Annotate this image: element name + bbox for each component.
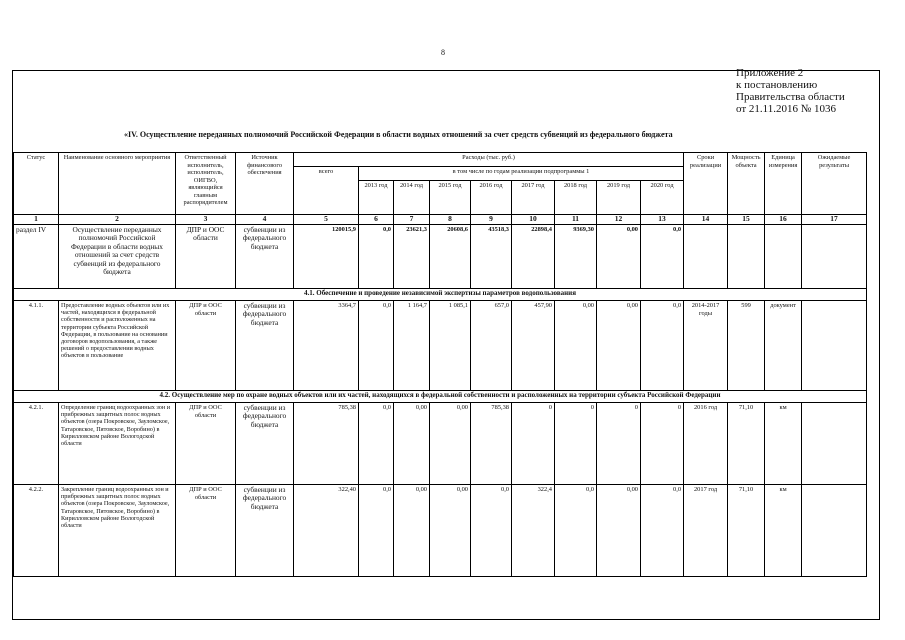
column-number: 15 xyxy=(728,215,765,225)
row-terms: 2016 год xyxy=(684,403,728,485)
row-value: 43518,3 xyxy=(471,225,512,289)
row-unit: документ xyxy=(765,301,802,391)
column-number: 12 xyxy=(597,215,641,225)
row-source: субвенции из федерального бюджета xyxy=(236,225,294,289)
row-value: 0 xyxy=(641,403,684,485)
header-year: 2020 год xyxy=(641,181,684,215)
row-value: 0,0 xyxy=(359,301,394,391)
table-row-4-1-1 xyxy=(14,301,867,391)
header-by-years: в том числе по годам реализации подпрограммы 1 xyxy=(359,167,684,181)
appendix-line-2: к постановлению xyxy=(736,79,818,91)
row-unit: км xyxy=(765,485,802,577)
header-source: Источник финансового обеспечения xyxy=(236,153,294,215)
row-executor: ДПР и ООС области xyxy=(176,403,236,485)
header-total: всего xyxy=(294,167,359,215)
row-value: 0 xyxy=(597,403,641,485)
row-value: 0,00 xyxy=(430,403,471,485)
row-value: 0,0 xyxy=(641,301,684,391)
appendix-line-3: Правительства области xyxy=(736,91,845,103)
column-number: 3 xyxy=(176,215,236,225)
row-total: 785,38 xyxy=(294,403,359,485)
row-capacity: 71,10 xyxy=(728,485,765,577)
row-executor: ДПР и ООС области xyxy=(176,485,236,577)
column-number: 17 xyxy=(802,215,867,225)
row-terms: 2014-2017 годы xyxy=(684,301,728,391)
column-number: 8 xyxy=(430,215,471,225)
row-total: 120015,9 xyxy=(294,225,359,289)
row-value: 0,0 xyxy=(471,485,512,577)
row-value: 0,00 xyxy=(597,485,641,577)
row-source: субвенции из федерального бюджета xyxy=(236,403,294,485)
appendix-line-4: от 21.11.2016 № 1036 xyxy=(736,103,836,115)
row-terms: 2017 год xyxy=(684,485,728,577)
column-number: 7 xyxy=(394,215,430,225)
header-expenses: Расходы (тыс. руб.) xyxy=(294,153,684,167)
header-year: 2018 год xyxy=(555,181,597,215)
row-value: 20608,6 xyxy=(430,225,471,289)
row-name: Предоставление водных объектов или их частей, находящихся в федеральной собственности и расположенных на территории субъекта Российской Федерации, в пользование на основании договоров водопользования, а также решений о предоставлении водных объектов в пользование xyxy=(59,301,176,391)
row-value: 0,00 xyxy=(555,301,597,391)
header-capacity: Мощность объекта xyxy=(728,153,765,215)
row-source: субвенции из федерального бюджета xyxy=(236,485,294,577)
header-year: 2017 год xyxy=(512,181,555,215)
appendix-line-1: Приложение 2 xyxy=(736,67,804,79)
header-name: Наименование основного мероприятия xyxy=(59,153,176,215)
row-executor: ДПР и ООС области xyxy=(176,225,236,289)
subsection-4-2-title: 4.2. Осуществление мер по охране водных объектов или их частей, находящихся в федеральной собственности и расположенных на территории субъекта Российской Федерации xyxy=(14,391,867,403)
column-number: 6 xyxy=(359,215,394,225)
row-total: 322,40 xyxy=(294,485,359,577)
row-status: 4.2.2. xyxy=(14,485,59,577)
table-row-section-iv xyxy=(14,225,867,289)
header-year: 2013 год xyxy=(359,181,394,215)
column-number: 9 xyxy=(471,215,512,225)
header-unit: Единица измерения xyxy=(765,153,802,215)
column-number: 10 xyxy=(512,215,555,225)
column-number: 1 xyxy=(14,215,59,225)
row-value: 0,00 xyxy=(597,225,641,289)
column-number: 5 xyxy=(294,215,359,225)
header-year: 2015 год xyxy=(430,181,471,215)
row-value: 0,00 xyxy=(430,485,471,577)
row-value: 23621,3 xyxy=(394,225,430,289)
subsection-4-1-title: 4.1. Обеспечение и проведение независимой экспертизы параметров водопользования xyxy=(14,289,867,301)
header-status: Статус xyxy=(14,153,59,215)
header-results: Ожидаемые результаты xyxy=(802,153,867,215)
column-number: 4 xyxy=(236,215,294,225)
column-number: 14 xyxy=(684,215,728,225)
row-status: 4.2.1. xyxy=(14,403,59,485)
row-value: 9369,30 xyxy=(555,225,597,289)
table-row-4-2-1 xyxy=(14,403,867,485)
row-unit: км xyxy=(765,403,802,485)
row-value: 0,00 xyxy=(597,301,641,391)
row-value: 0,0 xyxy=(359,485,394,577)
header-terms: Сроки реализации xyxy=(684,153,728,215)
row-value: 0,0 xyxy=(359,225,394,289)
row-value: 0,0 xyxy=(359,403,394,485)
row-results xyxy=(802,485,867,577)
row-value: 22898,4 xyxy=(512,225,555,289)
row-name: Закрепление границ водоохранных зон и прибрежных защитных полос водных объектов (озера Покровское, Зауломское, Татаровское, Пятовское, Воробино) в Кирилловском районе Вологодской области xyxy=(59,485,176,577)
header-executor: Ответственный исполнитель, исполнитель, ОИГВО, являющийся главным распорядителем xyxy=(176,153,236,215)
row-name: Определение границ водоохранных зон и прибрежных защитных полос водных объектов (озера Покровское, Зауломское, Татаровское, Пятовское, Воробино) в Кирилловском районе Вологодской области xyxy=(59,403,176,485)
row-value: 657,0 xyxy=(471,301,512,391)
row-results xyxy=(802,301,867,391)
row-status: раздел IV xyxy=(14,225,59,289)
header-year: 2016 год xyxy=(471,181,512,215)
row-value: 1 164,7 xyxy=(394,301,430,391)
row-status: 4.1.1. xyxy=(14,301,59,391)
row-value: 0,0 xyxy=(641,225,684,289)
document-title: «IV. Осуществление переданных полномочий Российской Федерации в области водных отношений за счет средств субвенций из федерального бюджета xyxy=(124,130,673,139)
column-number: 13 xyxy=(641,215,684,225)
row-value: 1 085,1 xyxy=(430,301,471,391)
appendix-block xyxy=(736,67,845,115)
page-number: 8 xyxy=(441,48,445,57)
header-year: 2019 год xyxy=(597,181,641,215)
row-value: 0,00 xyxy=(394,485,430,577)
row-source: субвенции из федерального бюджета xyxy=(236,301,294,391)
header-year: 2014 год xyxy=(394,181,430,215)
row-value: 0,0 xyxy=(555,485,597,577)
row-value: 0 xyxy=(555,403,597,485)
row-name: Осуществление переданных полномочий Российской Федерации в области водных отношений за счет средств субвенций из федерального бюджета xyxy=(59,225,176,289)
row-executor: ДПР и ООС области xyxy=(176,301,236,391)
column-number: 16 xyxy=(765,215,802,225)
row-value: 0,00 xyxy=(394,403,430,485)
table-row-4-2-2 xyxy=(14,485,867,577)
row-capacity: 71,10 xyxy=(728,403,765,485)
row-capacity: 599 xyxy=(728,301,765,391)
column-number: 2 xyxy=(59,215,176,225)
row-value: 0,0 xyxy=(641,485,684,577)
row-value: 322,4 xyxy=(512,485,555,577)
column-number: 11 xyxy=(555,215,597,225)
row-total: 3364,7 xyxy=(294,301,359,391)
row-value: 457,90 xyxy=(512,301,555,391)
row-results xyxy=(802,403,867,485)
row-value: 0 xyxy=(512,403,555,485)
expenses-table xyxy=(13,152,867,577)
row-value: 785,38 xyxy=(471,403,512,485)
